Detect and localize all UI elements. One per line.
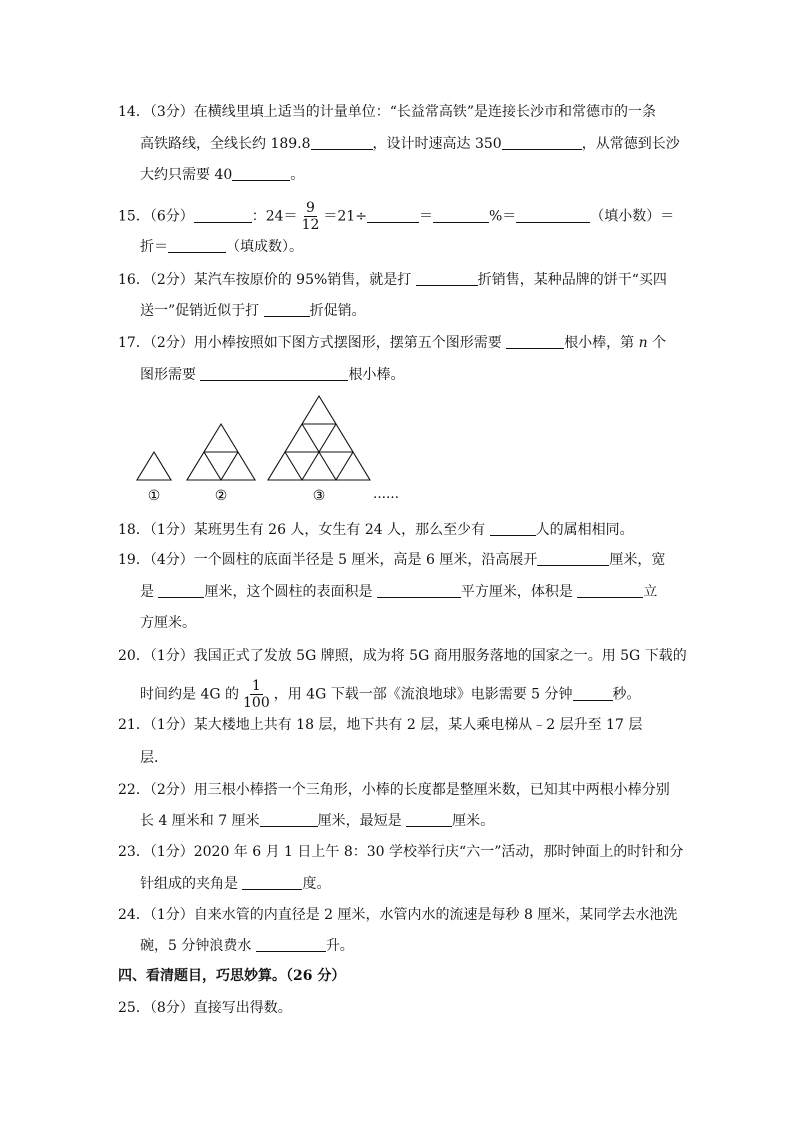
figure-ellipsis: …… xyxy=(373,487,399,502)
answer-blank[interactable] xyxy=(377,583,461,598)
q19-line2: 是 厘米，这个圆柱的表面积是 平方厘米，体积是 立 xyxy=(140,584,658,600)
fraction: $\frac{1}{100}$ xyxy=(243,678,270,711)
q14-line3: 大约只需要 40 。 xyxy=(140,167,305,183)
q14-line2: 高铁路线，全线长约 189.8 ，设计时速高达 350 ，从常德到长沙 xyxy=(140,136,680,152)
q24-line2: 碗，5 分钟浪费水 升。 xyxy=(140,938,354,954)
q21-line2: 层． xyxy=(140,750,168,766)
q24-line1: 24．（1分）自来水管的内直径是 2 厘米，水管内水的流速是每秒 8 厘米，某同学去水池洗 xyxy=(118,907,678,923)
answer-blank[interactable] xyxy=(416,271,478,286)
q21-line1: 21．（1分）某大楼地上共有 18 层，地下共有 2 层，某人乘电梯从﹣2 层升至 17 层 xyxy=(118,717,643,733)
answer-blank[interactable] xyxy=(260,812,318,827)
q20-line2: 时间约是 4G 的 $\frac{1}{100}$ ，用 4G 下载一部《流浪地球》电影需要 5 分钟 秒。 xyxy=(140,678,641,711)
answer-blank[interactable] xyxy=(516,208,590,223)
q23-line1: 23．（1分）2020 年 6 月 1 日上午 8：30 学校举行庆“六一”活动，那时钟面上的时针和分 xyxy=(118,844,684,860)
figure-label-1: ① xyxy=(147,488,161,504)
q16-line2: 送一”促销近似于打 折促销。 xyxy=(140,303,366,319)
answer-blank[interactable] xyxy=(242,875,302,890)
section-heading: 四、看清题目，巧思妙算。（26 分） xyxy=(118,968,346,984)
triangle-figure-1 xyxy=(137,452,171,480)
answer-blank[interactable] xyxy=(502,135,582,150)
q17-line2: 图形需要 根小棒。 xyxy=(140,367,405,383)
answer-blank[interactable] xyxy=(506,334,564,349)
answer-blank[interactable] xyxy=(194,208,252,223)
answer-blank[interactable] xyxy=(168,238,226,253)
answer-blank[interactable] xyxy=(311,135,373,150)
q19-line3: 方厘米。 xyxy=(140,615,196,631)
answer-blank[interactable] xyxy=(537,551,609,566)
q17-line1: 17．（2分）用小棒按照如下图方式摆图形，摆第五个图形需要 根小棒，第 n 个 xyxy=(118,335,667,351)
figure-label-3: ③ xyxy=(312,488,326,504)
answer-blank[interactable] xyxy=(200,366,348,381)
q25-line1: 25．（8分）直接写出得数。 xyxy=(118,1000,292,1016)
answer-blank[interactable] xyxy=(232,166,290,181)
q14-line1: 14．（3分）在横线里填上适当的计量单位：“长益常高铁”是连接长沙市和常德市的一条 xyxy=(118,104,657,120)
q19-line1: 19．（4分）一个圆柱的底面半径是 5 厘米，高是 6 厘米，沿高展开 厘米，宽 xyxy=(118,552,666,568)
triangle-figure-3 xyxy=(268,396,370,480)
answer-blank[interactable] xyxy=(577,583,643,598)
answer-blank[interactable] xyxy=(158,583,204,598)
answer-blank[interactable] xyxy=(264,302,310,317)
answer-blank[interactable] xyxy=(433,208,489,223)
q15-line2: 折＝ （填成数）。 xyxy=(140,239,303,255)
triangle-pattern-figure xyxy=(130,390,410,505)
q22-line1: 22．（2分）用三根小棒搭一个三角形，小棒的长度都是整厘米数，已知其中两根小棒分别 xyxy=(118,782,670,798)
answer-blank[interactable] xyxy=(367,208,419,223)
q18-line1: 18．（1分）某班男生有 26 人，女生有 24 人，那么至少有 人的属相相同。 xyxy=(118,522,634,538)
q23-line2: 针组成的夹角是 度。 xyxy=(140,876,331,892)
q15-line1: 15．（6分） ：24＝ $\frac{9}{12}$ ＝21÷ ＝ %＝ （填小数）＝ xyxy=(118,200,675,233)
answer-blank[interactable] xyxy=(256,937,326,952)
q16-line1: 16．（2分）某汽车按原价的 95%销售，就是打 折销售，某种品牌的饼干“买四 xyxy=(118,272,667,288)
fraction: $\frac{9}{12}$ xyxy=(301,200,320,233)
figure-label-2: ② xyxy=(214,488,228,504)
answer-blank[interactable] xyxy=(490,521,536,536)
triangle-figure-2 xyxy=(187,424,255,480)
q20-line1: 20．（1分）我国正式了发放 5G 牌照，成为将 5G 商用服务落地的国家之一。用 5G 下载的 xyxy=(118,648,687,664)
answer-blank[interactable] xyxy=(406,812,452,827)
q22-line2: 长 4 厘米和 7 厘米 厘米，最短是 厘米。 xyxy=(140,813,495,829)
answer-blank[interactable] xyxy=(573,686,613,701)
